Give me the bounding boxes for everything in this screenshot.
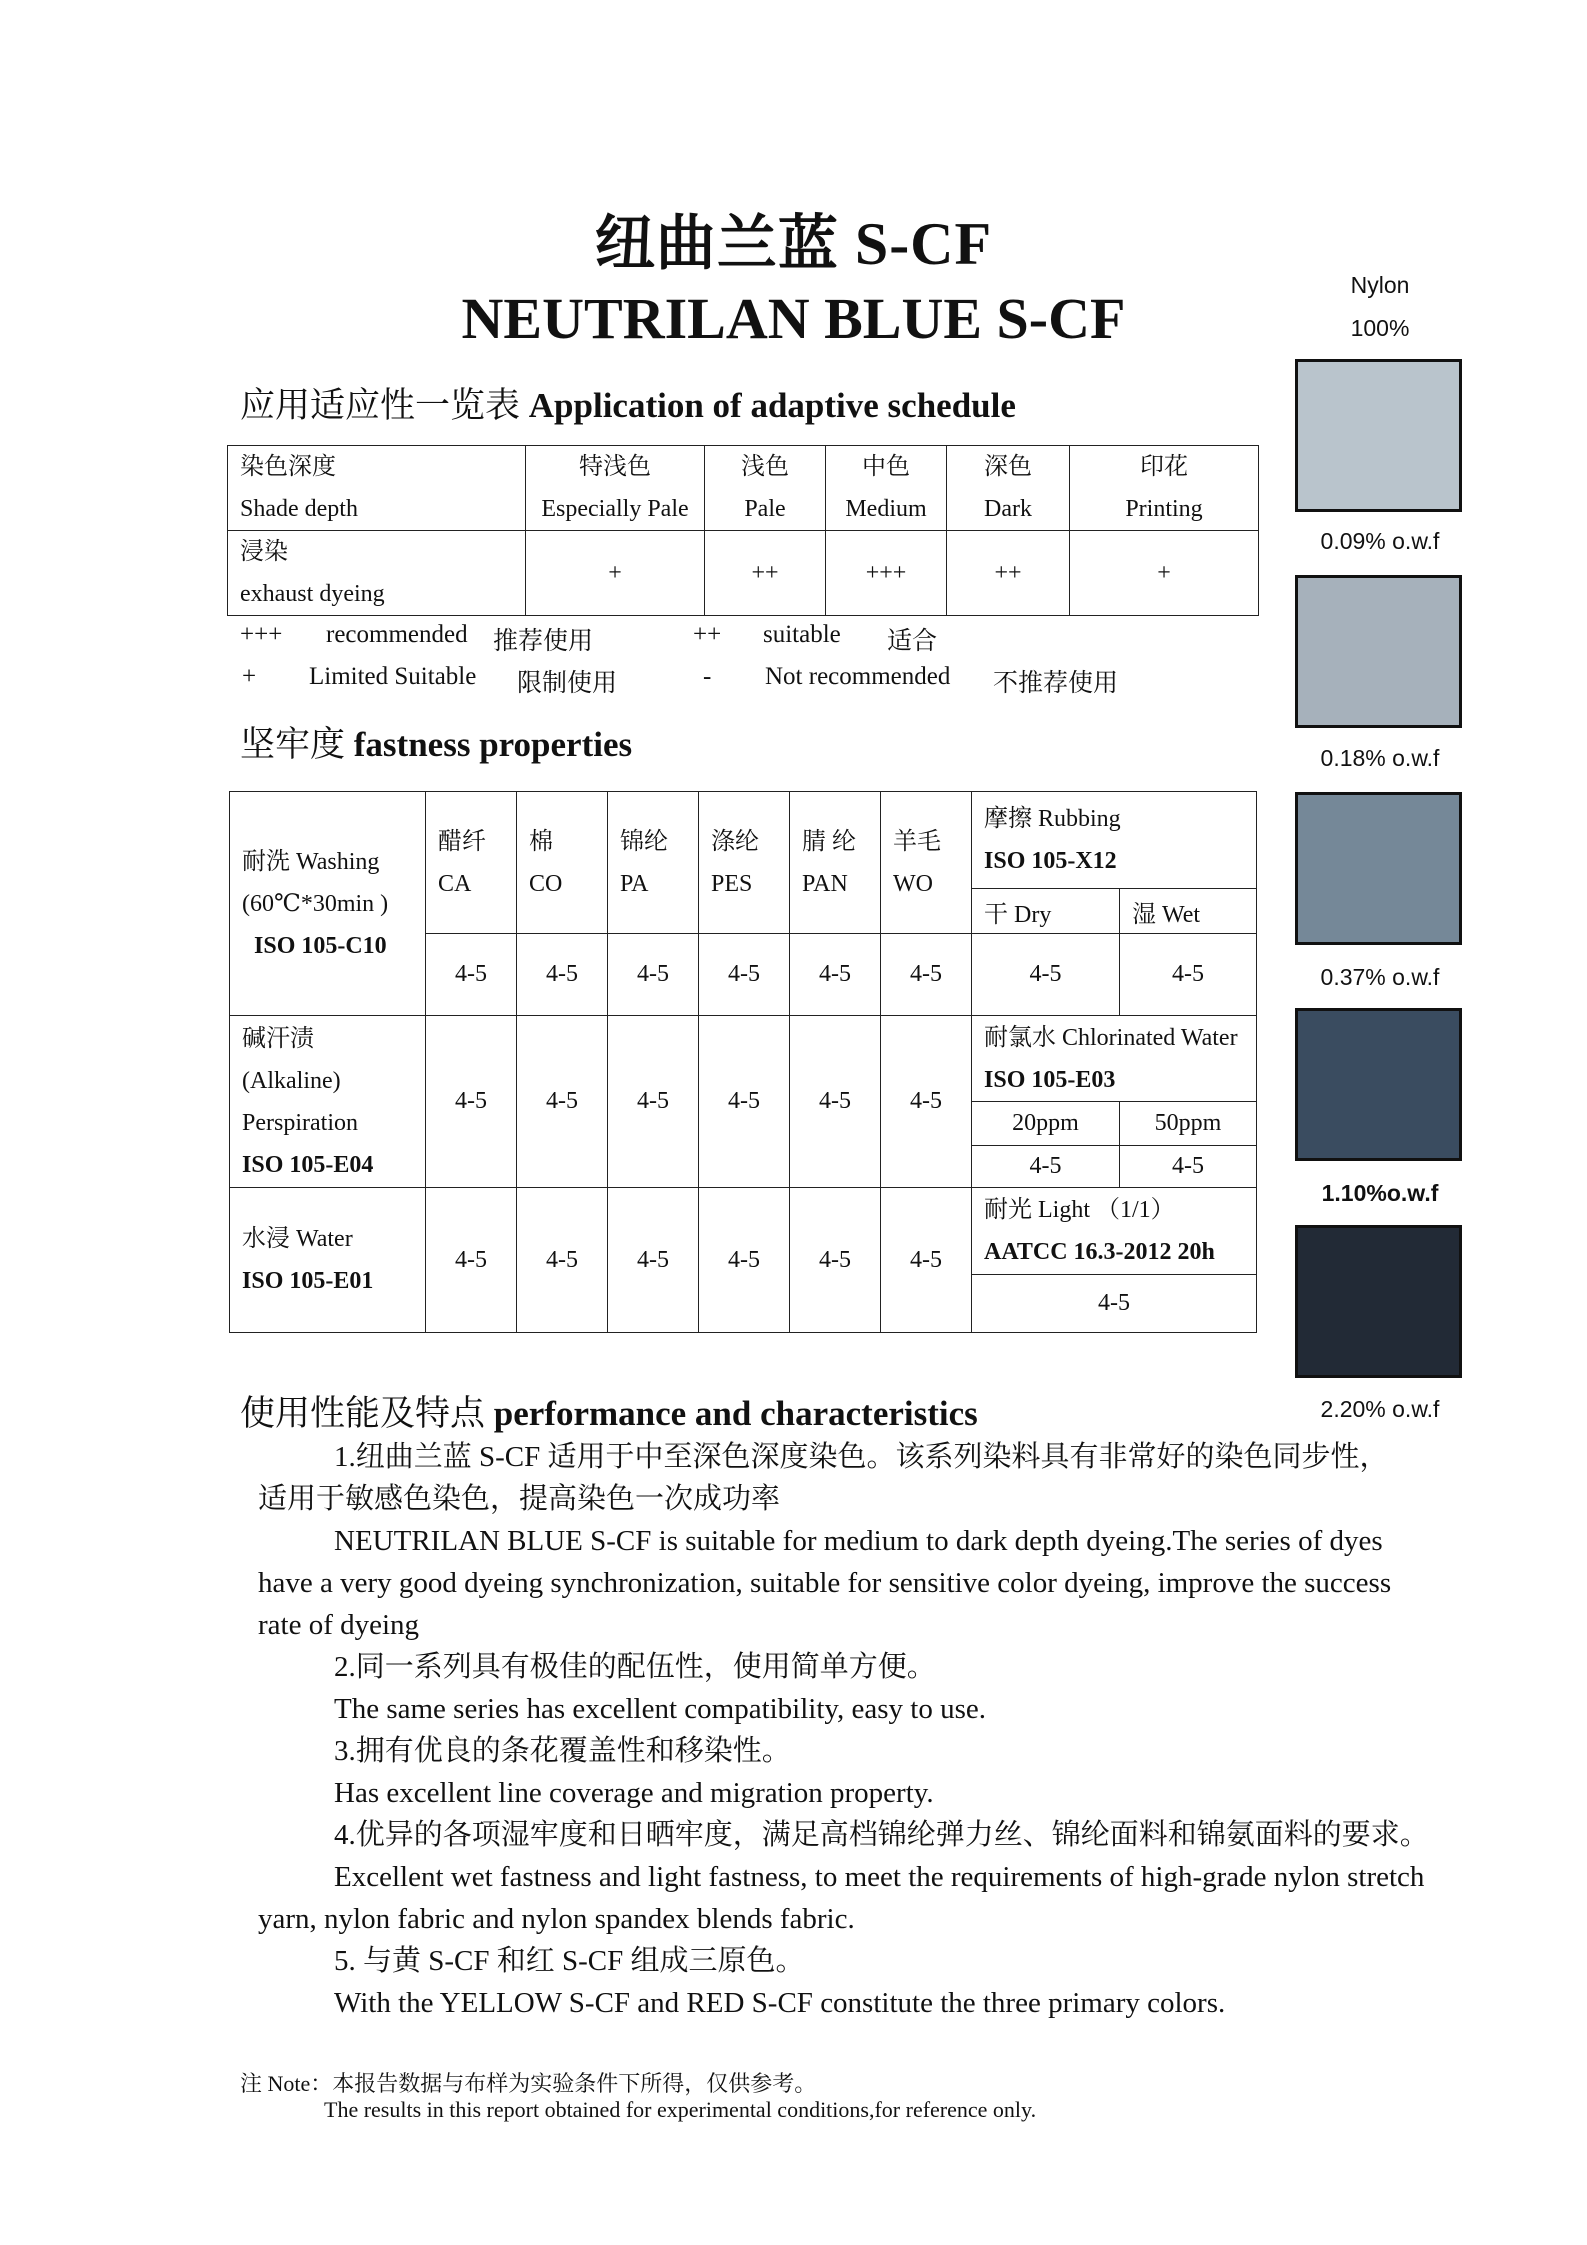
washing-wo-value: 4-5 [881, 934, 972, 1016]
legend-en-recommended: recommended [326, 621, 468, 648]
perf-p5-cn: 5. 与黄 S-CF 和红 S-CF 组成三原色。 [334, 1945, 805, 1977]
application-heading [240, 378, 1016, 428]
legend-cn-limited: 限制使用 [517, 670, 618, 697]
perspiration-pa-value: 4-5 [608, 1016, 699, 1188]
washing-label: 耐洗 Washing (60℃*30min ) ISO 105-C10 [230, 792, 426, 1016]
note-cn: 注 Note：本报告数据与布样为实验条件下所得，仅供参考。 [240, 2071, 817, 2096]
swatch-2-20 [1295, 1225, 1462, 1378]
fastness-heading [240, 717, 632, 767]
perf-p3-cn: 3.拥有优良的条花覆盖性和移染性。 [334, 1735, 791, 1767]
rating-medium: +++ [826, 531, 947, 616]
swatch-label-2-20: 2.20% o.w.f [1320, 1396, 1440, 1422]
title-cn: 纽曲兰蓝 S-CF [594, 211, 993, 277]
rubbing-wet-label: 湿 Wet [1120, 889, 1257, 934]
fiber-ca: 醋纤 CA [426, 792, 517, 934]
legend-sym-recommended: +++ [240, 621, 283, 648]
legend-en-suitable: suitable [763, 621, 841, 648]
rubbing-label: 摩擦 Rubbing ISO 105-X12 [972, 792, 1257, 889]
fiber-pa: 锦纶 PA [608, 792, 699, 934]
fastness-heading-en: fastness properties [353, 725, 633, 764]
perspiration-co-value: 4-5 [517, 1016, 608, 1188]
fiber-pes: 涤纶 PES [699, 792, 790, 934]
perf-p5-en: With the YELLOW S-CF and RED S-CF constitute the three primary colors. [334, 1987, 1226, 2019]
perspiration-wo-value: 4-5 [881, 1016, 972, 1188]
perspiration-label: 碱汗渍 (Alkaline) Perspiration ISO 105-E04 [230, 1016, 426, 1188]
legend-sym-not-recommended: - [703, 663, 712, 690]
rating-printing: + [1070, 531, 1259, 616]
light-value: 4-5 [972, 1275, 1257, 1333]
fiber-pan: 腈 纶 PAN [790, 792, 881, 934]
perspiration-pes-value: 4-5 [699, 1016, 790, 1188]
swatch-header-percent: 100% [1350, 315, 1410, 341]
legend-cn-not-recommended: 不推荐使用 [993, 670, 1119, 697]
note-en: The results in this report obtained for experimental conditions,for reference only. [324, 2097, 1037, 2122]
chlorinated-20ppm-value: 4-5 [972, 1146, 1120, 1188]
rating-dark: ++ [947, 531, 1070, 616]
swatch-0-18 [1295, 575, 1462, 728]
swatch-1-10 [1295, 1008, 1462, 1161]
swatch-label-0-09: 0.09% o.w.f [1320, 528, 1440, 554]
perf-p4-en: Excellent wet fastness and light fastness, to meet the requirements of high-grade nylon stretch yarn, nylon fabric and nylon spandex blends fabric. [258, 1861, 1425, 1935]
performance-heading-cn: 使用性能及特点 [240, 1394, 486, 1433]
rating-pale: ++ [705, 531, 826, 616]
performance-heading-en: performance and characteristics [493, 1394, 978, 1433]
rubbing-dry-label: 干 Dry [972, 889, 1120, 934]
water-pan-value: 4-5 [790, 1188, 881, 1333]
water-co-value: 4-5 [517, 1188, 608, 1333]
fastness-heading-cn: 坚牢度 [240, 725, 346, 764]
title-en: NEUTRILAN BLUE S-CF [461, 286, 1126, 351]
perf-p1-cn-b: 适用于敏感色染色，提高染色一次成功率 [258, 1483, 781, 1515]
col-printing: 印花 Printing [1070, 446, 1259, 531]
swatch-label-1-10: 1.10%o.w.f [1321, 1180, 1439, 1206]
exhaust-dyeing-label: 浸染 exhaust dyeing [228, 531, 526, 616]
light-label: 耐光 Light （1/1） AATCC 16.3-2012 20h [972, 1188, 1257, 1275]
application-heading-en: Application of adaptive schedule [528, 386, 1016, 425]
perspiration-pan-value: 4-5 [790, 1016, 881, 1188]
fastness-table [229, 791, 1257, 1333]
water-wo-value: 4-5 [881, 1188, 972, 1333]
water-pes-value: 4-5 [699, 1188, 790, 1333]
application-heading-cn: 应用适应性一览表 [240, 386, 521, 425]
legend-en-not-recommended: Not recommended [765, 663, 951, 690]
swatch-label-0-18: 0.18% o.w.f [1320, 745, 1440, 771]
washing-ca-value: 4-5 [426, 934, 517, 1016]
legend-cn-suitable: 适合 [887, 628, 938, 655]
col-pale: 浅色 Pale [705, 446, 826, 531]
rating-especially-pale: + [526, 531, 705, 616]
perf-p2-cn: 2.同一系列具有极佳的配伍性，使用简单方便。 [334, 1651, 936, 1683]
shade-depth-label: 染色深度 Shade depth [228, 446, 526, 531]
application-table [227, 445, 1259, 616]
legend-sym-limited: + [242, 663, 257, 690]
col-dark: 深色 Dark [947, 446, 1070, 531]
swatch-label-0-37: 0.37% o.w.f [1320, 964, 1440, 990]
chlorinated-20ppm-label: 20ppm [972, 1102, 1120, 1146]
perf-p1-en: NEUTRILAN BLUE S-CF is suitable for medium to dark depth dyeing.The series of dyes have a very good dyeing synchronization, suitable for sensitive color dyeing, improve the success rate of dyeing [258, 1525, 1392, 1641]
legend-en-limited: Limited Suitable [309, 663, 477, 690]
performance-heading [240, 1386, 978, 1436]
performance-body [258, 1436, 1486, 2024]
water-label: 水浸 Water ISO 105-E01 [230, 1188, 426, 1333]
water-pa-value: 4-5 [608, 1188, 699, 1333]
perf-p1-cn-a: 1.纽曲兰蓝 S-CF 适用于中至深色深度染色。该系列染料具有非常好的染色同步性， [334, 1441, 1389, 1473]
washing-pa-value: 4-5 [608, 934, 699, 1016]
perf-p3-en: Has excellent line coverage and migration property. [334, 1777, 934, 1809]
perf-p2-en: The same series has excellent compatibility, easy to use. [334, 1693, 987, 1725]
col-medium: 中色 Medium [826, 446, 947, 531]
washing-pan-value: 4-5 [790, 934, 881, 1016]
perspiration-ca-value: 4-5 [426, 1016, 517, 1188]
swatch-header-material: Nylon [1350, 272, 1410, 298]
water-ca-value: 4-5 [426, 1188, 517, 1333]
washing-pes-value: 4-5 [699, 934, 790, 1016]
chlorinated-50ppm-label: 50ppm [1120, 1102, 1257, 1146]
swatch-0-09 [1295, 359, 1462, 512]
fiber-wo: 羊毛 WO [881, 792, 972, 934]
legend-cn-recommended: 推荐使用 [493, 628, 594, 655]
chlorinated-water-label: 耐氯水 Chlorinated Water ISO 105-E03 [972, 1016, 1257, 1102]
swatch-0-37 [1295, 792, 1462, 945]
chlorinated-50ppm-value: 4-5 [1120, 1146, 1257, 1188]
fiber-co: 棉 CO [517, 792, 608, 934]
col-especially-pale: 特浅色 Especially Pale [526, 446, 705, 531]
rubbing-dry-value: 4-5 [972, 934, 1120, 1016]
legend-sym-suitable: ++ [693, 621, 722, 648]
perf-p4-cn: 4.优异的各项湿牢度和日晒牢度，满足高档锦纶弹力丝、锦纶面料和锦氨面料的要求。 [334, 1819, 1429, 1851]
rubbing-wet-value: 4-5 [1120, 934, 1257, 1016]
washing-co-value: 4-5 [517, 934, 608, 1016]
